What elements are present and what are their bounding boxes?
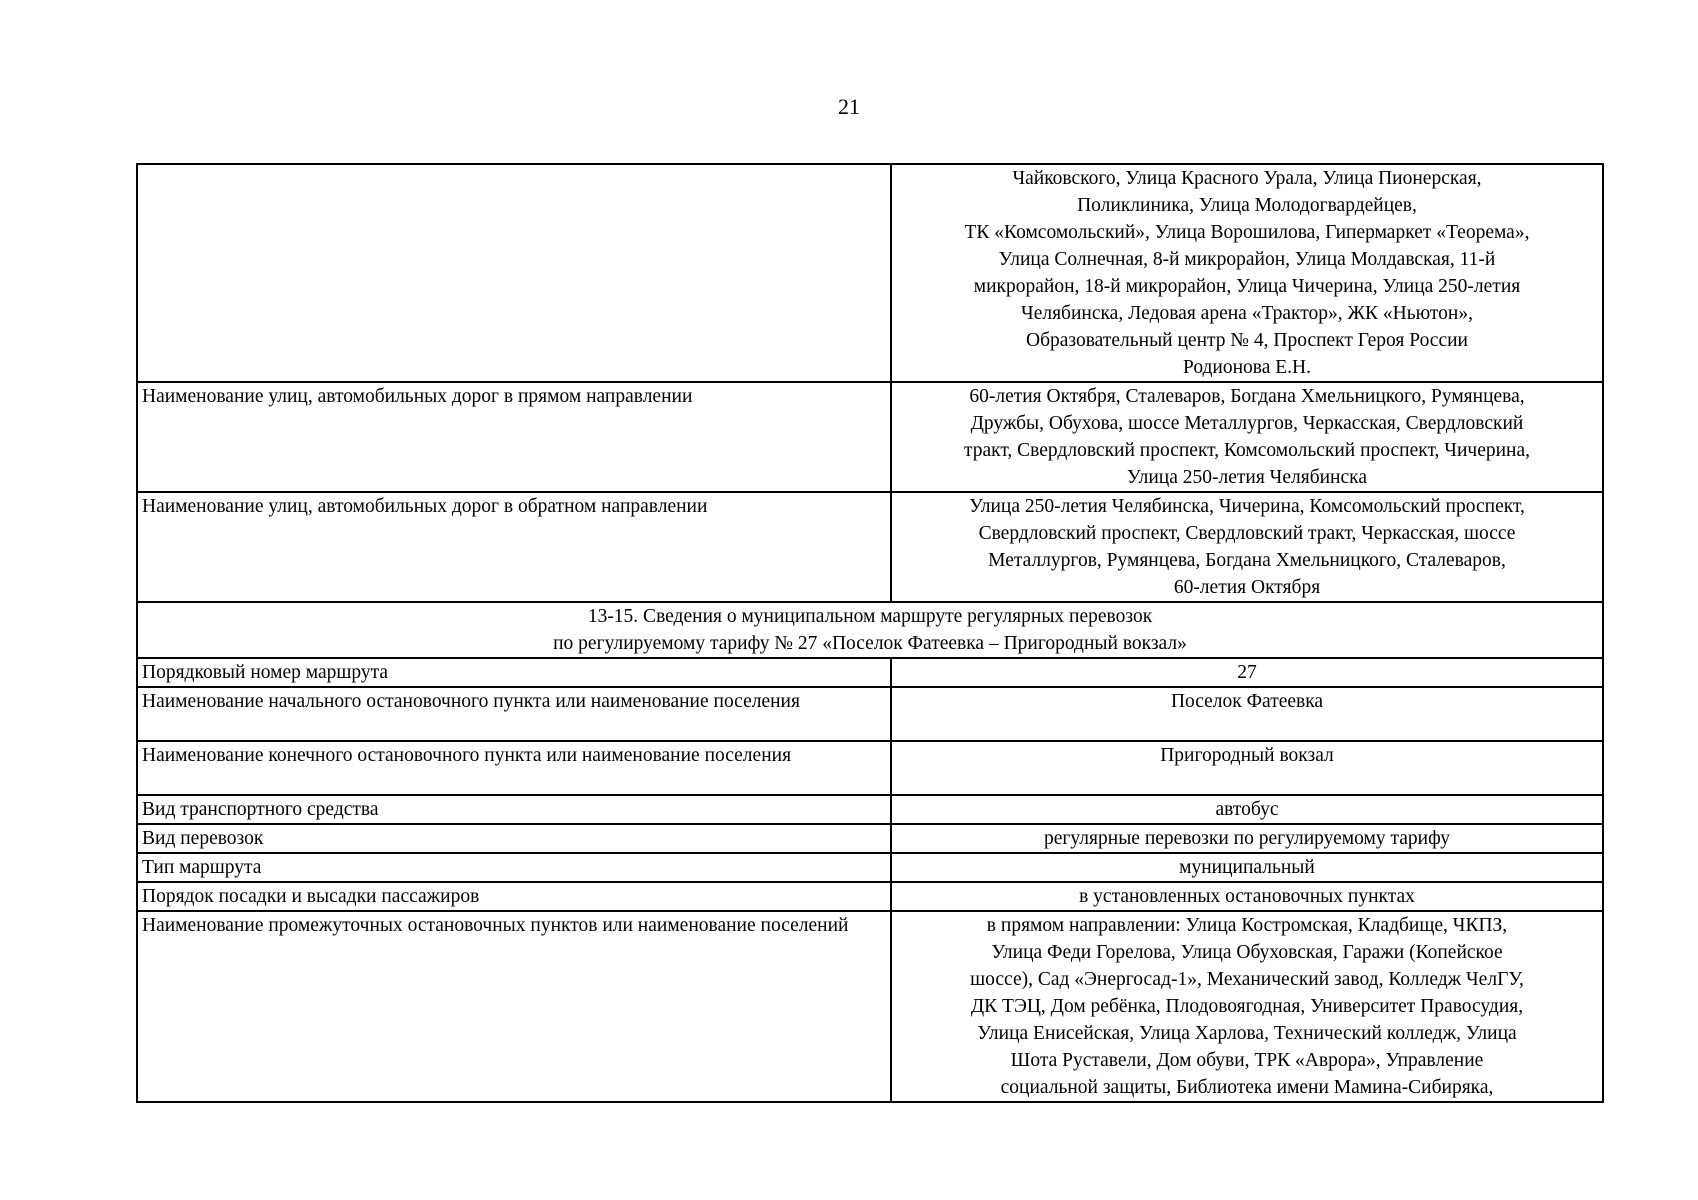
row-label: Тип маршрута — [137, 853, 891, 882]
reverse-street-line: Металлургов, Румянцева, Богдана Хмельницкого, Сталеваров, — [988, 550, 1506, 571]
forward-streets-row — [137, 382, 1603, 492]
table-row — [137, 795, 1603, 824]
section-title-line: по регулируемому тарифу № 27 «Поселок Фатеевка – Пригородный вокзал» — [553, 633, 1187, 654]
intermediate-stop-line: Шота Руставели, Дом обуви, ТРК «Аврора», Управление — [1010, 1050, 1484, 1071]
row-value: регулярные перевозки по регулируемому тарифу — [891, 824, 1603, 853]
intermediate-stop-line: шоссе), Сад «Энергосад-1», Механический завод, Колледж ЧелГУ, — [970, 969, 1524, 990]
reverse-streets-label: Наименование улиц, автомобильных дорог в обратном направлении — [137, 492, 891, 602]
page-number: 21 — [838, 94, 860, 119]
row-label: Наименование конечного остановочного пункта или наименование поселения — [137, 741, 891, 795]
table-row — [137, 882, 1603, 911]
row-label: Наименование начального остановочного пункта или наименование поселения — [137, 687, 891, 741]
continuation-line: Поликлиника, Улица Молодогвардейцев, — [1077, 195, 1417, 216]
forward-streets-label: Наименование улиц, автомобильных дорог в прямом направлении — [137, 382, 891, 492]
row-value: 27 — [891, 658, 1603, 687]
forward-street-line: Дружбы, Обухова, шоссе Металлургов, Черкасская, Свердловский — [970, 413, 1524, 434]
row-label: Порядок посадки и высадки пассажиров — [137, 882, 891, 911]
section-title-row — [137, 602, 1603, 658]
table-row — [137, 824, 1603, 853]
table-row — [137, 687, 1603, 741]
reverse-street-line: 60-летия Октября — [1173, 577, 1321, 598]
table-row — [137, 658, 1603, 687]
section-title — [137, 602, 1603, 658]
intermediate-stop-line: в прямом направлении: Улица Костромская, Кладбище, ЧКПЗ, — [986, 915, 1508, 936]
section-title-line: 13-15. Сведения о муниципальном маршруте регулярных перевозок — [587, 606, 1153, 627]
reverse-street-line: Улица 250-летия Челябинска, Чичерина, Комсомольский проспект, — [969, 496, 1525, 517]
intermediate-stops-value — [891, 911, 1603, 1102]
continuation-line: Чайковского, Улица Красного Урала, Улица Пионерская, — [1012, 168, 1482, 189]
row-label: Порядковый номер маршрута — [137, 658, 891, 687]
reverse-streets-value — [891, 492, 1603, 602]
forward-street-line: 60-летия Октября, Сталеваров, Богдана Хмельницкого, Румянцева, — [969, 386, 1525, 407]
table-row — [137, 741, 1603, 795]
reverse-streets-row — [137, 492, 1603, 602]
intermediate-stops-row — [137, 911, 1603, 1102]
forward-streets-value — [891, 382, 1603, 492]
row-label: Вид транспортного средства — [137, 795, 891, 824]
intermediate-stop-line: социальной защиты, Библиотека имени Мамина-Сибиряка, — [1000, 1077, 1494, 1098]
intermediate-stop-line: Улица Енисейская, Улица Харлова, Технический колледж, Улица — [977, 1023, 1517, 1044]
continuation-line: Образовательный центр № 4, Проспект Героя России — [1025, 330, 1468, 351]
continuation-line: ТК «Комсомольский», Улица Ворошилова, Гипермаркет «Теорема», — [964, 222, 1530, 243]
continuation-label-cell — [137, 164, 891, 382]
continuation-line: Улица Солнечная, 8-й микрорайон, Улица Молдавская, 11-й — [998, 249, 1496, 270]
route-info-table — [136, 163, 1604, 1103]
reverse-street-line: Свердловский проспект, Свердловский тракт, Черкасская, шоссе — [978, 523, 1516, 544]
intermediate-stop-line: Улица Феди Горелова, Улица Обуховская, Гаражи (Копейское — [991, 942, 1503, 963]
row-value: в установленных остановочных пунктах — [891, 882, 1603, 911]
table-row — [137, 853, 1603, 882]
forward-street-line: Улица 250-летия Челябинска — [1127, 467, 1367, 488]
row-value: муниципальный — [891, 853, 1603, 882]
row-label: Вид перевозок — [137, 824, 891, 853]
row-value: Пригородный вокзал — [891, 741, 1603, 795]
row-value: автобус — [891, 795, 1603, 824]
continuation-stops-cell — [891, 164, 1603, 382]
continuation-row — [137, 164, 1603, 382]
forward-street-line: тракт, Свердловский проспект, Комсомольский проспект, Чичерина, — [963, 440, 1531, 461]
intermediate-stop-line: ДК ТЭЦ, Дом ребёнка, Плодовоягодная, Университет Правосудия, — [970, 996, 1524, 1017]
continuation-line: Родионова Е.Н. — [1182, 357, 1312, 378]
continuation-line: Челябинска, Ледовая арена «Трактор», ЖК «Ньютон», — [1021, 303, 1473, 324]
row-value: Поселок Фатеевка — [891, 687, 1603, 741]
intermediate-stops-label: Наименование промежуточных остановочных пунктов или наименование поселений — [137, 911, 891, 1102]
continuation-line: микрорайон, 18-й микрорайон, Улица Чичерина, Улица 250-летия — [973, 276, 1521, 297]
